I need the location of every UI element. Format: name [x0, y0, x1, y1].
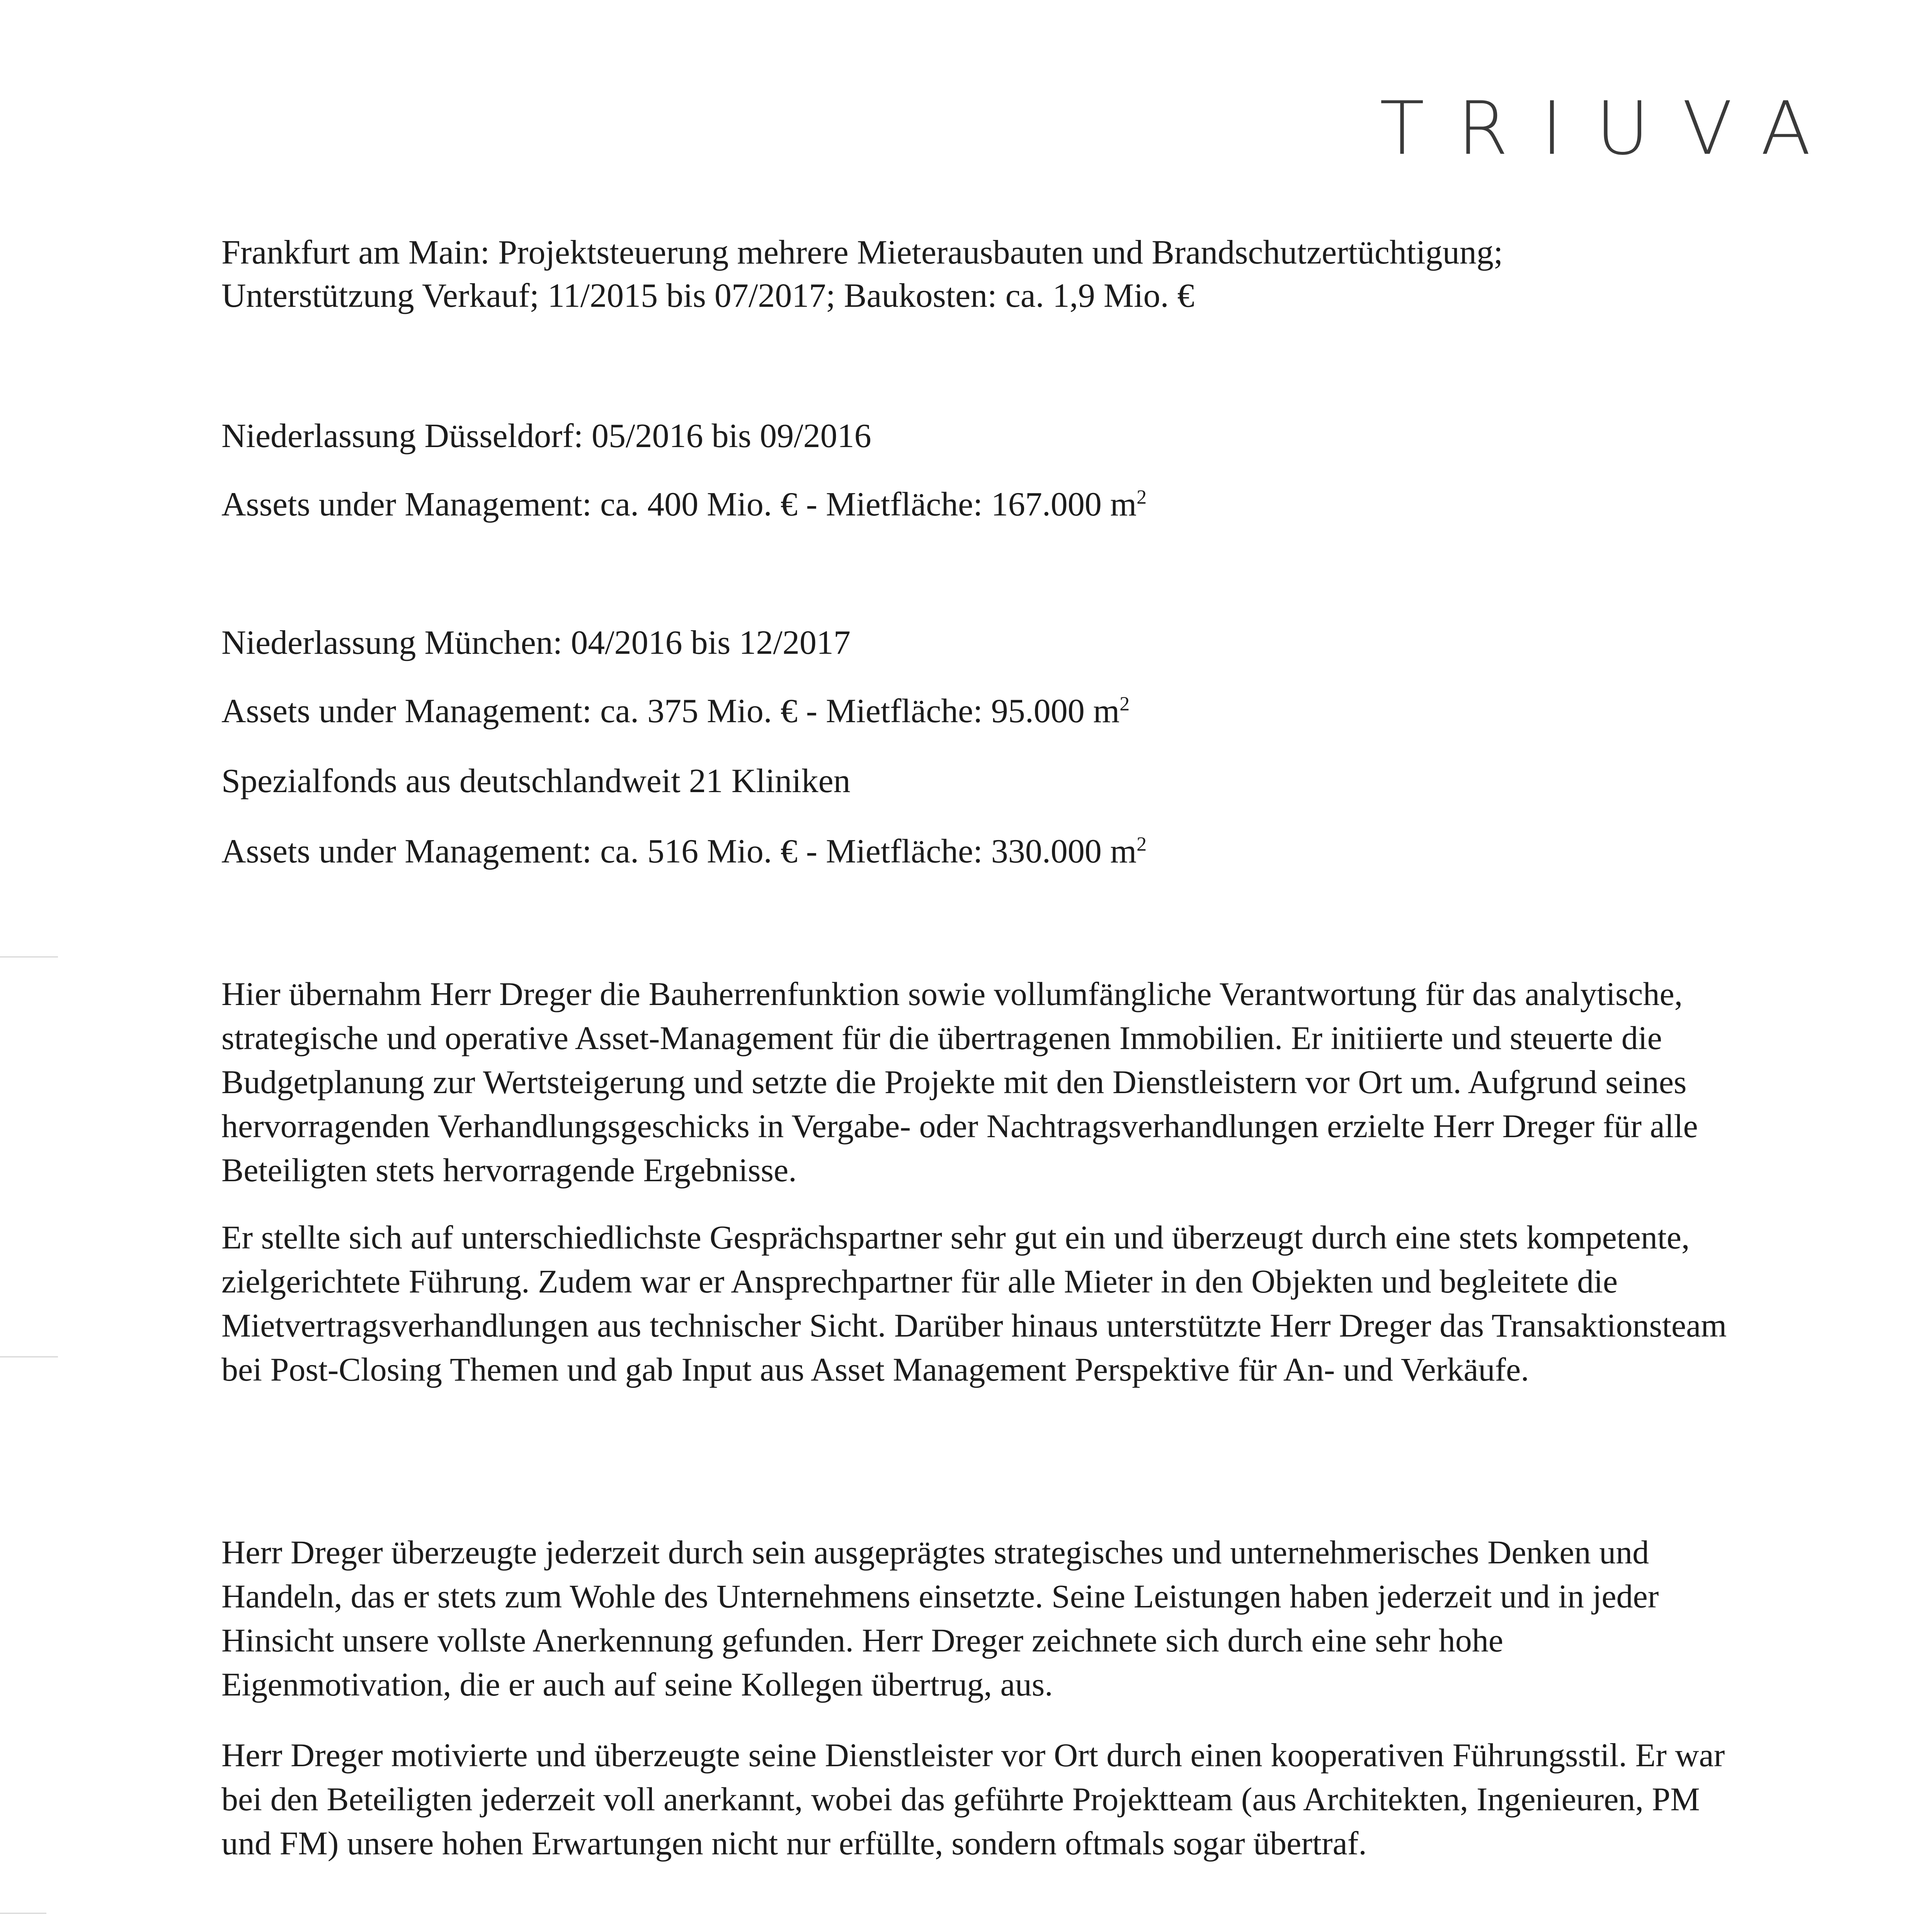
spezialfonds-title: Spezialfonds aus deutschlandweit 21 Kliniken — [221, 762, 851, 800]
duesseldorf-unit-power: 2 — [1137, 486, 1147, 509]
duesseldorf-assets — [221, 488, 1147, 522]
paragraph-1 — [221, 972, 1729, 1192]
paragraph-3 — [221, 1530, 1729, 1706]
paragraph-1-text: Hier übernahm Herr Dreger die Bauherrenfunktion sowie vollumfängliche Verantwortung für das analytische, strategische und operative Asset-Management für die übertragenen Immobilien. Er initiierte und steuerte die Budgetplanung zur Wertsteigerung und setzte die Projekte mit den Dienstleistern vor Ort um. Aufgrund seines hervorragenden Verhandlungsgeschicks in Vergabe- oder Nachtragsverhandlungen erzielte Herr Dreger für alle Beteiligten stets hervorragende Ergebnisse. — [221, 975, 1698, 1189]
duesseldorf-assets-text: Assets under Management: ca. 400 Mio. € - Mietfläche: 167.000 m — [221, 486, 1137, 523]
paragraph-4 — [221, 1733, 1729, 1865]
spezialfonds-assets — [221, 835, 1147, 869]
margin-mark — [0, 1356, 58, 1357]
paragraph-2 — [221, 1215, 1729, 1391]
paragraph-4-text: Herr Dreger motivierte und überzeugte seine Dienstleister vor Ort durch einen kooperativen Führungsstil. Er war bei den Beteiligten jederzeit voll anerkannt, wobei das geführte Projektteam (aus Architekten, Ingenieuren, PM und FM) unsere hohen Erwartungen nicht nur erfüllte, sondern oftmals sogar übertraf. — [221, 1736, 1725, 1862]
margin-mark — [0, 1913, 46, 1914]
margin-mark — [0, 956, 58, 957]
paragraph-3-text: Herr Dreger überzeugte jederzeit durch sein ausgeprägtes strategisches und unternehmerisches Denken und Handeln, das er stets zum Wohle des Unternehmens einsetzte. Seine Leistungen haben jederzeit und in jeder Hinsicht unsere vollste Anerkennung gefunden. Herr Dreger zeichnete sich durch eine sehr hohe Eigenmotivation, die er auch auf seine Kollegen übertrug, aus. — [221, 1534, 1659, 1703]
spezialfonds-unit-power: 2 — [1137, 833, 1147, 855]
paragraph-2-text: Er stellte sich auf unterschiedlichste Gesprächspartner sehr gut ein und überzeugt durch eine stets kompetente, zielgerichtete Führung. Zudem war er Ansprechpartner für alle Mieter in den Objekten und begleitete die Mietvertragsverhandlungen aus technischer Sicht. Darüber hinaus unterstützte Herr Dreger das Transaktionsteam bei Post-Closing Themen und gab Input aus Asset Management Perspektive für An- und Verkäufe. — [221, 1219, 1727, 1388]
project-line-2: Unterstützung Verkauf; 11/2015 bis 07/2017; Baukosten: ca. 1,9 Mio. € — [221, 277, 1195, 315]
spezialfonds-assets-text: Assets under Management: ca. 516 Mio. € - Mietfläche: 330.000 m — [221, 833, 1137, 870]
muenchen-assets — [221, 694, 1130, 728]
project-line-1: Frankfurt am Main: Projektsteuerung mehrere Mieterausbauten und Brandschutzertüchtigung; — [221, 234, 1503, 271]
duesseldorf-branch: Niederlassung Düsseldorf: 05/2016 bis 09/2016 — [221, 417, 871, 455]
muenchen-assets-text: Assets under Management: ca. 375 Mio. € - Mietfläche: 95.000 m — [221, 692, 1120, 730]
muenchen-branch: Niederlassung München: 04/2016 bis 12/2017 — [221, 624, 851, 662]
company-logo: TRIUVA — [1380, 86, 1844, 171]
muenchen-unit-power: 2 — [1120, 693, 1130, 715]
